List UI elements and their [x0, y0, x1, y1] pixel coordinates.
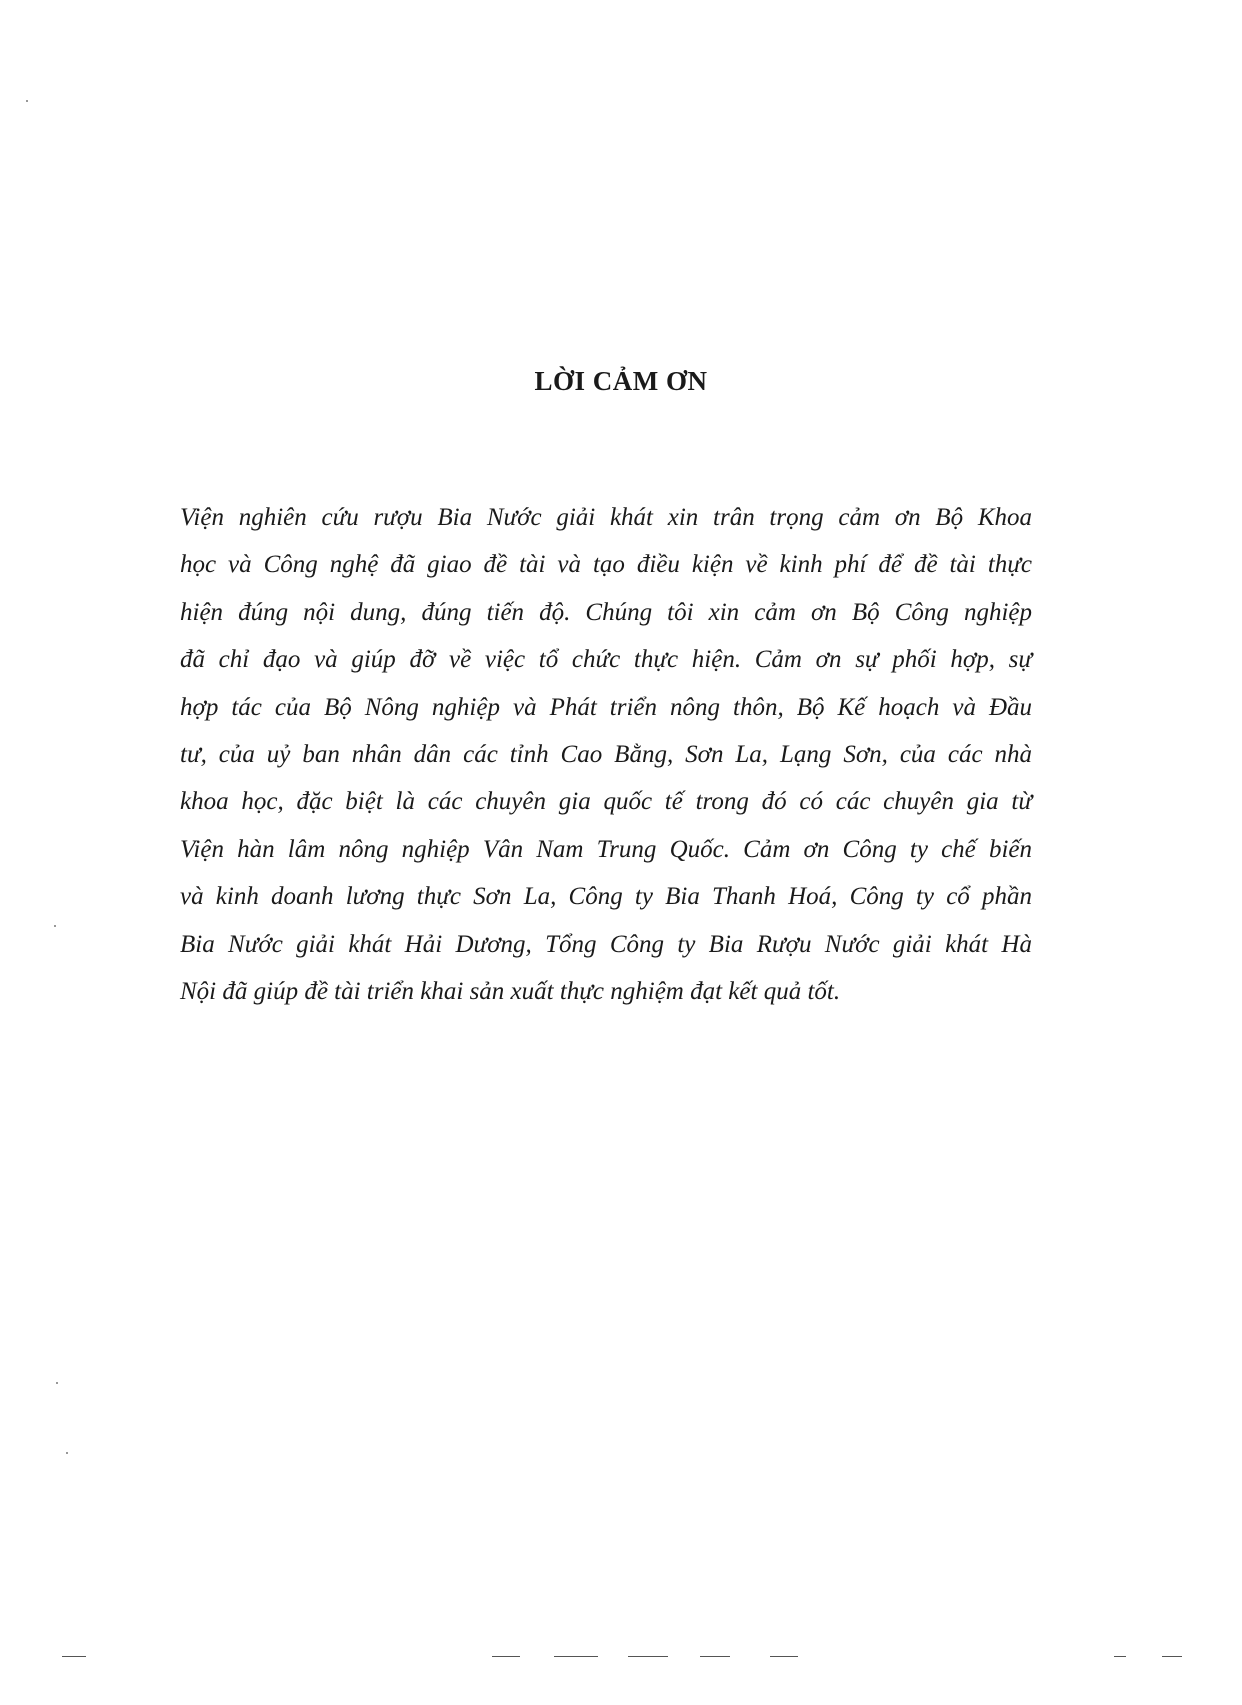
paragraph-line: Nội đã giúp đề tài triển khai sản xuất thực nghiệm đạt kết quả tốt.: [180, 977, 841, 1005]
scan-artifact: [770, 1656, 798, 1657]
acknowledgement-paragraph: [180, 494, 1032, 1015]
scan-artifact: [62, 1656, 86, 1657]
scan-speck: [66, 1452, 68, 1454]
paragraph-line: tư, của uỷ ban nhân dân các tỉnh Cao Bằng, Sơn La, Lạng Sơn, của các nhà: [180, 740, 1032, 768]
scan-artifact: [492, 1656, 520, 1657]
paragraph-line: Viện nghiên cứu rượu Bia Nước giải khát xin trân trọng cảm ơn Bộ Khoa: [180, 504, 1032, 531]
scan-speck: [26, 100, 28, 102]
paragraph-line: Bia Nước giải khát Hải Dương, Tổng Công ty Bia Rượu Nước giải khát Hà: [180, 930, 1032, 958]
scan-artifact: [1162, 1656, 1182, 1657]
paragraph-line: Viện hàn lâm nông nghiệp Vân Nam Trung Quốc. Cảm ơn Công ty chế biến: [180, 835, 1032, 863]
scan-speck: [54, 925, 56, 927]
paragraph-line: khoa học, đặc biệt là các chuyên gia quốc tế trong đó có các chuyên gia từ: [180, 788, 1032, 816]
paragraph-line: đã chỉ đạo và giúp đỡ về việc tổ chức thực hiện. Cảm ơn sự phối hợp, sự: [180, 646, 1032, 674]
scan-speck: [56, 1382, 58, 1384]
scan-artifact: [700, 1656, 730, 1657]
scan-artifact: [1114, 1656, 1126, 1657]
paragraph-line: học và Công nghệ đã giao đề tài và tạo điều kiện về kinh phí để đề tài thực: [180, 551, 1032, 579]
paragraph-line: hiện đúng nội dung, đúng tiến độ. Chúng tôi xin cảm ơn Bộ Công nghiệp: [180, 598, 1032, 626]
scan-artifact: [554, 1656, 598, 1657]
paragraph-line: và kinh doanh lương thực Sơn La, Công ty Bia Thanh Hoá, Công ty cổ phần: [180, 883, 1032, 911]
scan-artifact: [628, 1656, 668, 1657]
page-title: LỜI CẢM ƠN: [534, 366, 708, 396]
paragraph-line: hợp tác của Bộ Nông nghiệp và Phát triển nông thôn, Bộ Kế hoạch và Đầu: [180, 693, 1032, 721]
